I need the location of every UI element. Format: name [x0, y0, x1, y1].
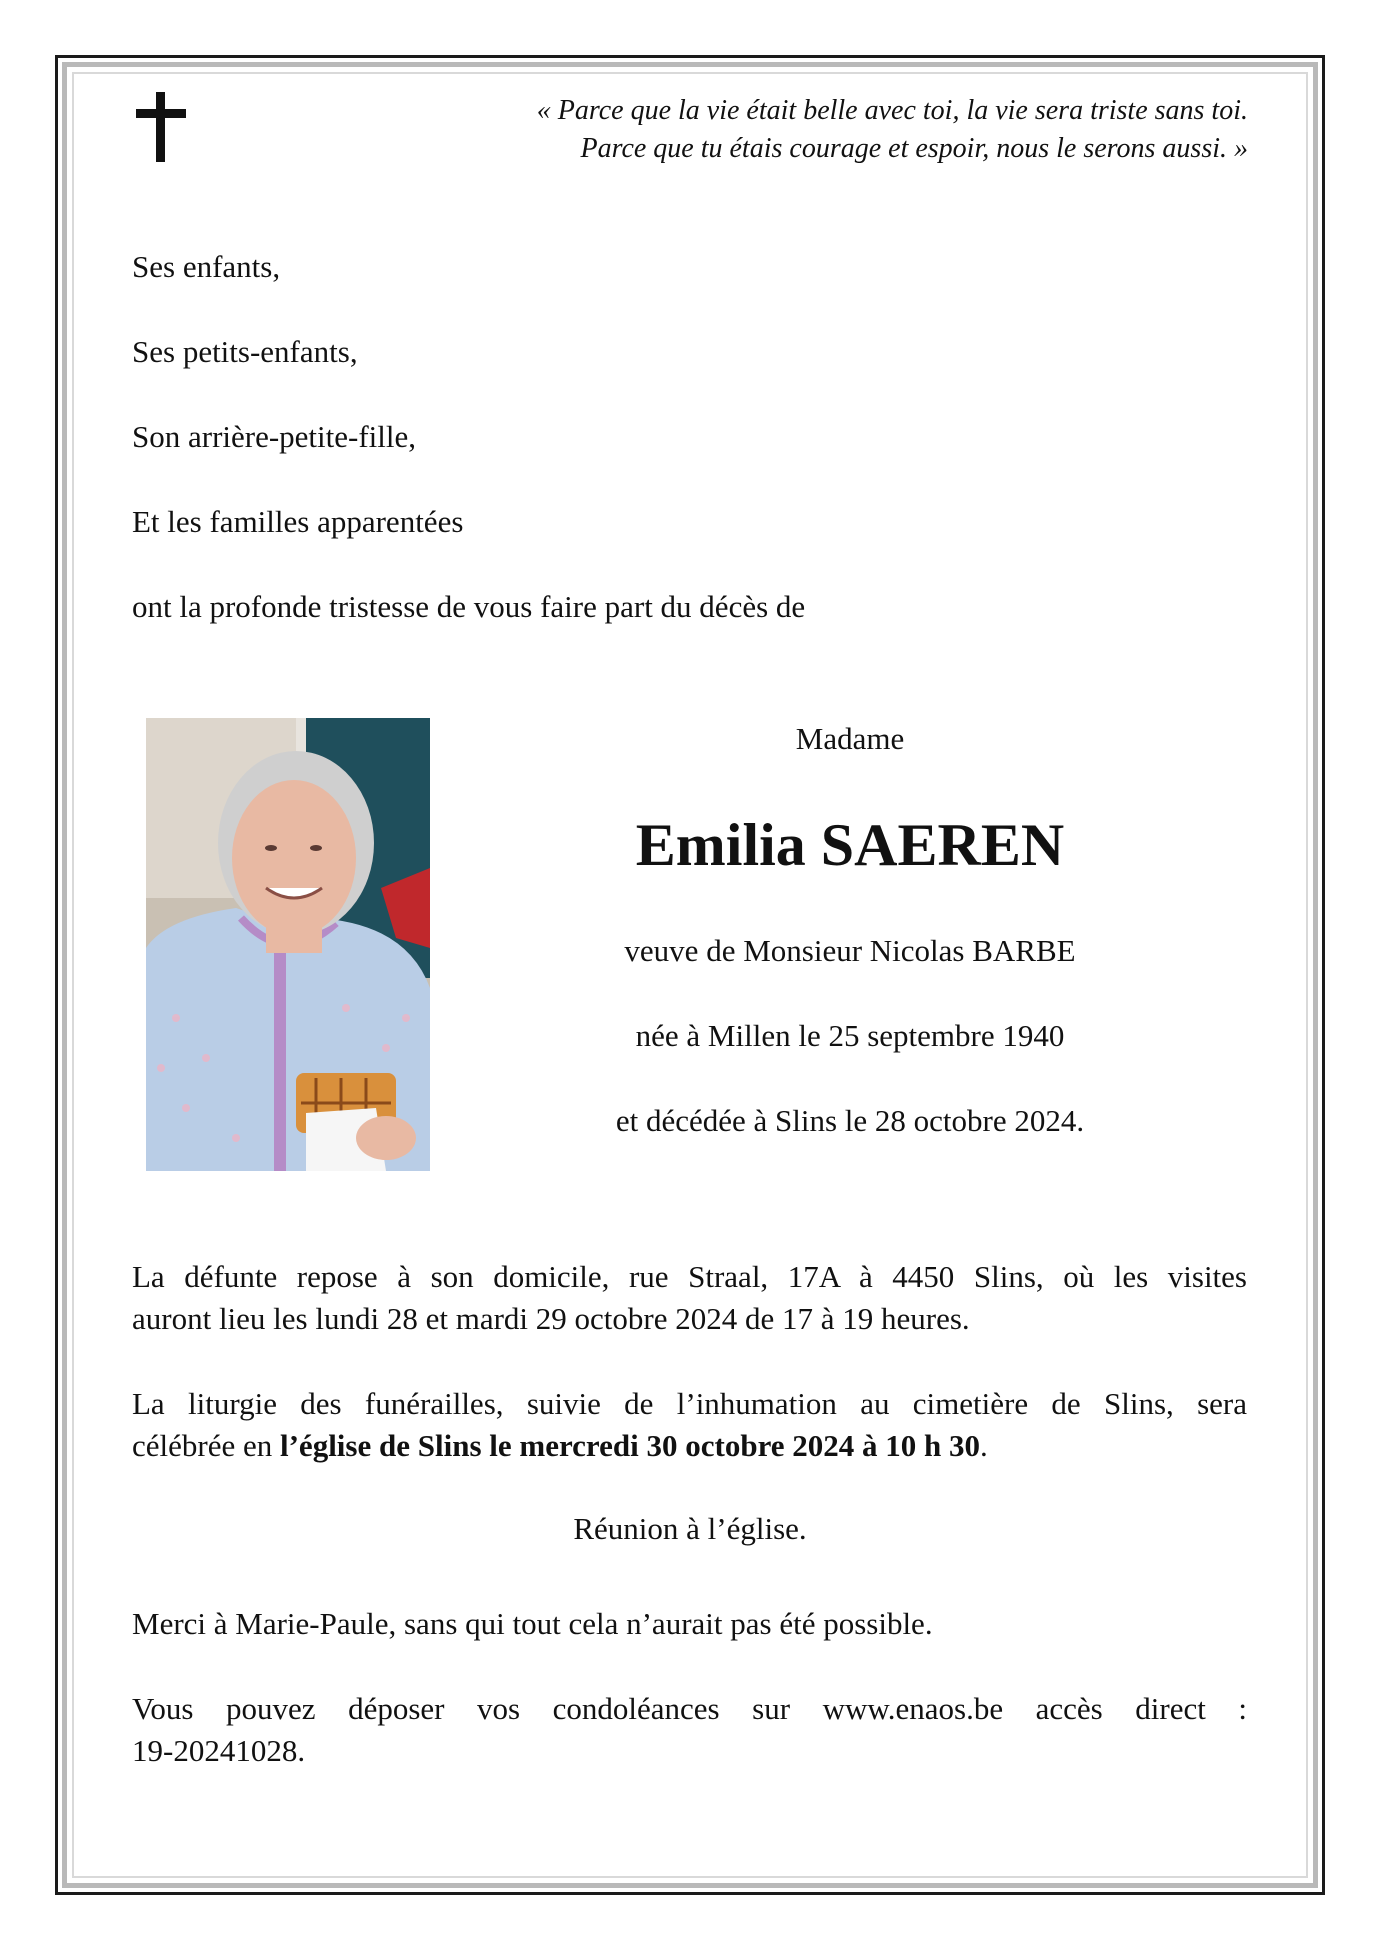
funeral-paragraph [132, 1383, 1247, 1467]
visits-line-2: auront lieu les lundi 28 et mardi 29 octobre 2024 de 17 à 19 heures. [132, 1301, 970, 1336]
condolences-line-2: 19-20241028. [132, 1733, 306, 1768]
quote [348, 92, 1248, 168]
intro-announcement: ont la profonde tristesse de vous faire part du décès de [132, 589, 806, 624]
thanks-note: Merci à Marie-Paule, sans qui tout cela n’aurait pas été possible. [132, 1606, 933, 1641]
funeral-suffix: . [980, 1428, 988, 1463]
widow-of: veuve de Monsieur Nicolas BARBE [624, 933, 1076, 968]
intro-great-granddaughter: Son arrière-petite-fille, [132, 419, 417, 454]
quote-line-2: Parce que tu étais courage et espoir, nous le serons aussi. » [580, 133, 1248, 164]
funeral-line-2 [132, 1425, 1247, 1467]
cross-icon [136, 92, 186, 162]
visits-paragraph [132, 1256, 1247, 1340]
birth-info: née à Millen le 25 septembre 1940 [635, 1018, 1065, 1053]
funeral-line-1: La liturgie des funérailles, suivie de l’inhumation au cimetière de Slins, sera [132, 1386, 1247, 1421]
funeral-prefix: célébrée en [132, 1428, 280, 1463]
death-info: et décédée à Slins le 28 octobre 2024. [615, 1103, 1085, 1138]
intro-grandchildren: Ses petits-enfants, [132, 334, 358, 369]
portrait-photo [146, 718, 430, 1171]
intro-families: Et les familles apparentées [132, 504, 464, 539]
funeral-date-place: l’église de Slins le mercredi 30 octobre 2024 à 10 h 30 [280, 1428, 981, 1463]
title-madame: Madame [795, 721, 905, 756]
reunion-note: Réunion à l’église. [573, 1511, 807, 1546]
deceased-name: Emilia SAEREN [635, 812, 1065, 878]
intro-children: Ses enfants, [132, 249, 281, 284]
condolences-line-1: Vous pouvez déposer vos condoléances sur www.enaos.be accès direct : [132, 1691, 1247, 1726]
visits-line-1: La défunte repose à son domicile, rue Straal, 17A à 4450 Slins, où les visites [132, 1259, 1247, 1294]
condolences-paragraph [132, 1688, 1247, 1772]
quote-line-1: « Parce que la vie était belle avec toi, la vie sera triste sans toi. [536, 95, 1248, 126]
